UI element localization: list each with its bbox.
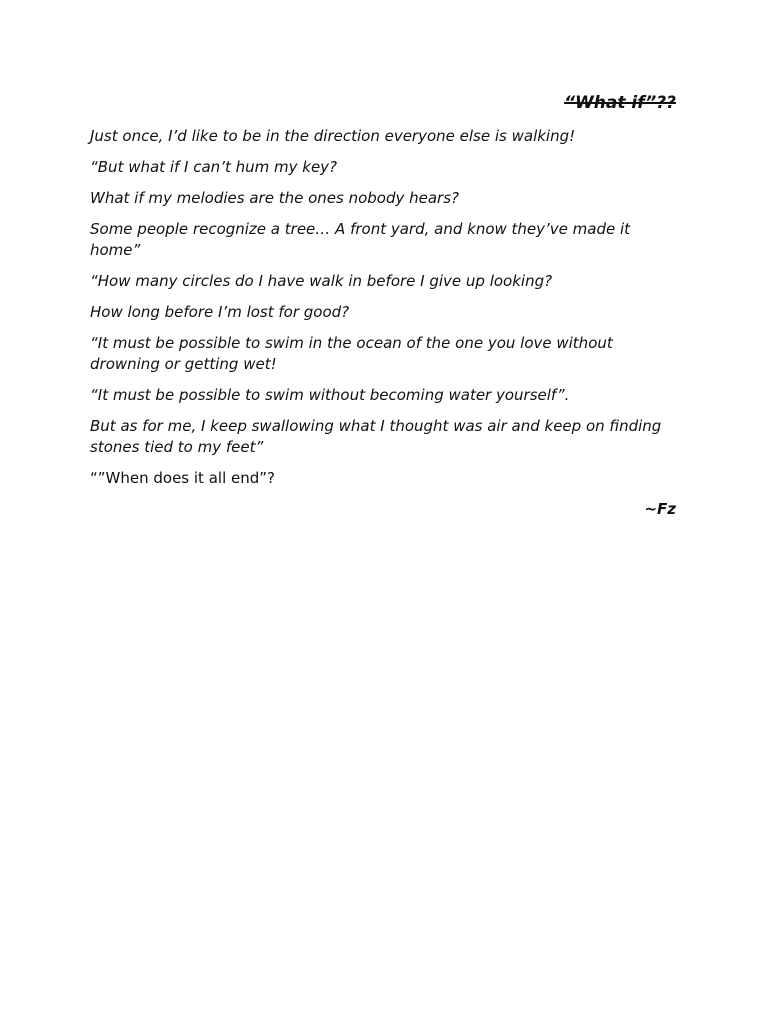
- poem-line-10: “”When does it all end”?: [90, 469, 275, 487]
- poem-line-6: How long before I’m lost for good?: [90, 303, 350, 321]
- poem-title: “What if”??: [564, 93, 676, 113]
- poem-line-5: “How many circles do I have walk in before I give up looking?: [90, 272, 553, 290]
- poem-line-1: Just once, I’d like to be in the direction everyone else is walking!: [90, 127, 576, 145]
- poem-line-3: What if my melodies are the ones nobody hears?: [90, 189, 459, 207]
- poem-line-9: But as for me, I keep swallowing what I thought was air and keep on finding stones tied to my feet”: [90, 417, 662, 456]
- poem-line-8: “It must be possible to swim without becoming water yourself”.: [90, 386, 570, 404]
- document-page: [90, 92, 676, 520]
- signature: ~Fz: [644, 500, 676, 518]
- poem-line-4: Some people recognize a tree… A front yard, and know they’ve made it home”: [90, 220, 631, 259]
- poem-line-2: “But what if I can’t hum my key?: [90, 158, 338, 176]
- poem-line-7: “It must be possible to swim in the ocean of the one you love without drowning or getting wet!: [90, 334, 613, 373]
